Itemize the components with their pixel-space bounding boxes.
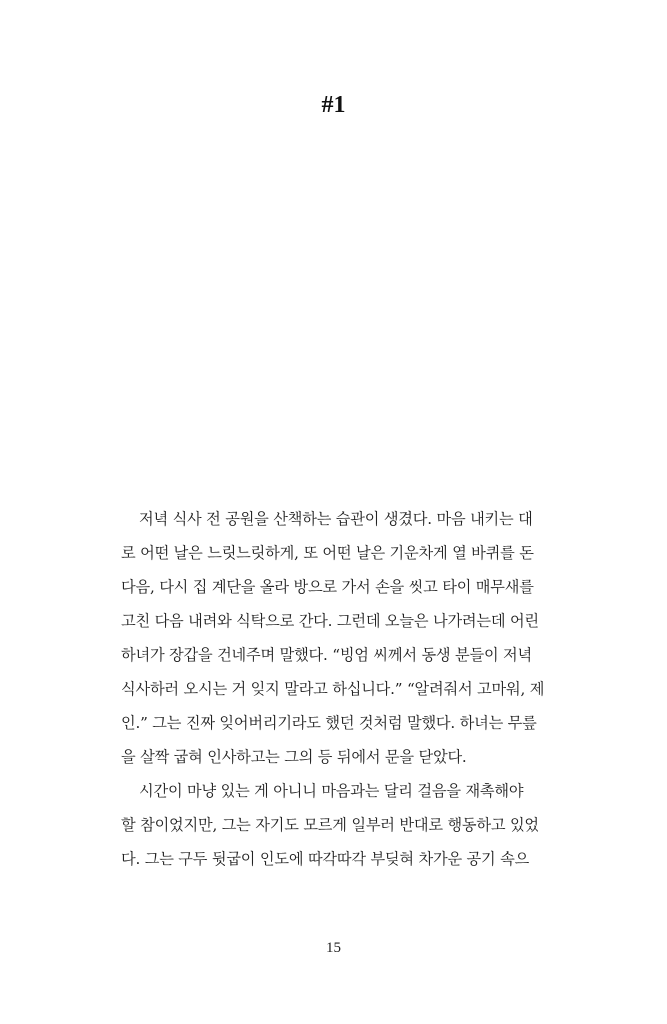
text-line: 고친 다음 내려와 식탁으로 간다. 그런데 오늘은 나가려는데 어린 — [121, 612, 539, 630]
text-line: 저녁 식사 전 공원을 산책하는 습관이 생겼다. 마음 내키는 대 — [139, 510, 533, 528]
text-line: 로 어떤 날은 느릿느릿하게, 또 어떤 날은 기운차게 열 바퀴를 돈 — [121, 544, 534, 562]
body-text — [121, 502, 551, 876]
text-line: 시간이 마냥 있는 게 아니니 마음과는 달리 걸음을 재촉해야 — [139, 782, 524, 800]
text-line: 을 살짝 굽혀 인사하고는 그의 등 뒤에서 문을 닫았다. — [121, 748, 467, 766]
text-line: 식사하러 오시는 거 잊지 말라고 하십니다.” “알려줘서 고마워, 제 — [121, 680, 545, 698]
text-line: 인.” 그는 진짜 잊어버리기라도 했던 것처럼 말했다. 하녀는 무릎 — [121, 714, 537, 732]
text-line: 다. 그는 구두 뒷굽이 인도에 따각따각 부딪혀 차가운 공기 속으 — [121, 850, 530, 868]
text-line: 할 참이었지만, 그는 자기도 모르게 일부러 반대로 행동하고 있었 — [121, 816, 539, 834]
text-line: 다음, 다시 집 계단을 올라 방으로 가서 손을 씻고 타이 매무새를 — [121, 578, 534, 596]
text-line: 하녀가 장갑을 건네주며 말했다. “빙엄 씨께서 동생 분들이 저녁 — [121, 646, 532, 664]
chapter-title: #1 — [321, 92, 346, 118]
page-number: 15 — [326, 940, 341, 956]
